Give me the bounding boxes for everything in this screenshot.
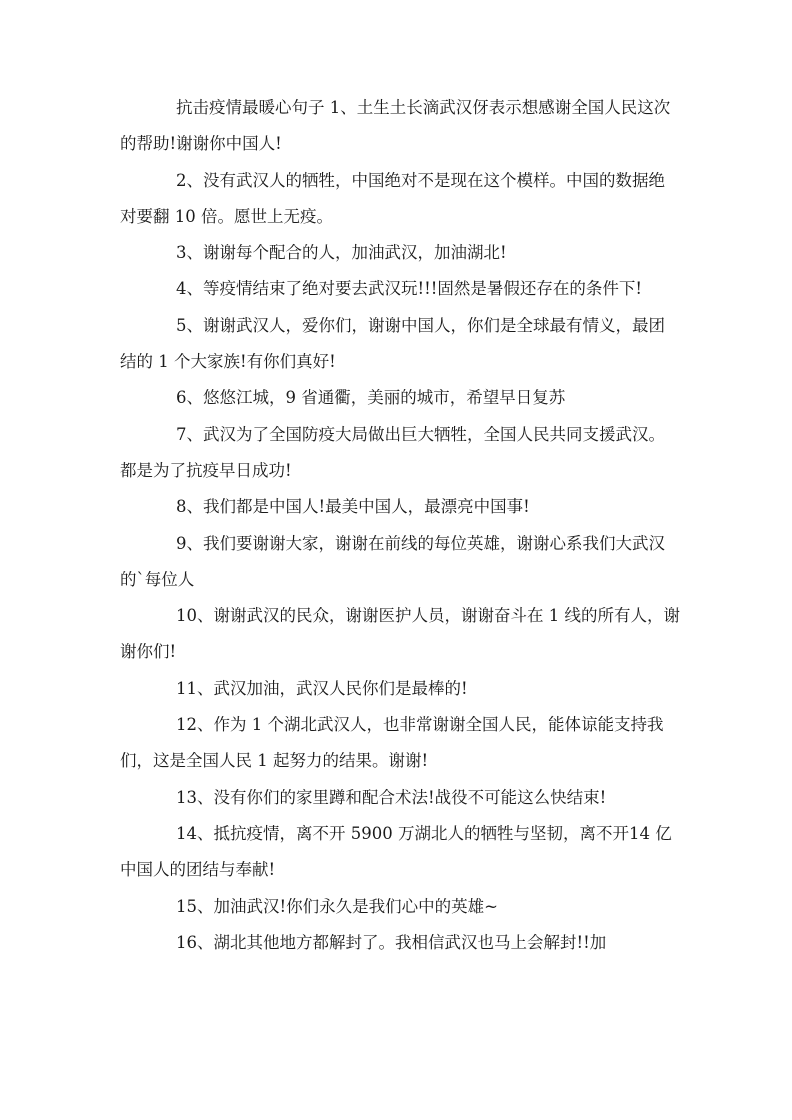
paragraph: 16、湖北其他地方都解封了。我相信武汉也马上会解封!!加 bbox=[176, 932, 607, 952]
paragraph: 7、武汉为了全国防疫大局做出巨大牺牲，全国人民共同支援武汉。都是为了抗疫早日成功! bbox=[120, 424, 665, 480]
paragraph: 抗击疫情最暖心句子 1、土生土长滴武汉伢表示想感谢全国人民这次的帮助!谢谢你中国人! bbox=[120, 98, 671, 154]
paragraph: 11、武汉加油，武汉人民你们是最棒的! bbox=[176, 678, 468, 698]
paragraph: 9、我们要谢谢大家，谢谢在前线的每位英雄，谢谢心系我们大武汉的`每位人 bbox=[120, 533, 665, 589]
paragraph: 8、我们都是中国人!最美中国人，最漂亮中国事! bbox=[176, 497, 530, 517]
document-body bbox=[120, 90, 680, 961]
paragraph: 12、作为 1 个湖北武汉人，也非常谢谢全国人民，能体谅能支持我们，这是全国人民 1 起努力的结果。谢谢! bbox=[120, 715, 664, 771]
paragraph: 4、等疫情结束了绝对要去武汉玩!!!固然是暑假还存在的条件下! bbox=[176, 279, 643, 299]
paragraph: 5、谢谢武汉人，爱你们，谢谢中国人，你们是全球最有情义，最团结的 1 个大家族!有你们真好! bbox=[120, 315, 665, 372]
paragraph: 14、抵抗疫情，离不开 5900 万湖北人的牺牲与坚韧，离不开14 亿中国人的团结与奉献! bbox=[120, 823, 672, 880]
paragraph: 3、谢谢每个配合的人，加油武汉，加油湖北! bbox=[176, 243, 507, 263]
paragraph: 15、加油武汉!你们永久是我们心中的英雄~ bbox=[176, 896, 498, 916]
paragraph: 13、没有你们的家里蹲和配合术法!战役不可能这么快结束! bbox=[176, 787, 607, 807]
paragraph: 10、谢谢武汉的民众，谢谢医护人员，谢谢奋斗在 1 线的所有人，谢谢你们! bbox=[120, 606, 680, 662]
paragraph: 2、没有武汉人的牺牲，中国绝对不是现在这个模样。中国的数据绝对要翻 10 倍。愿世上无疫。 bbox=[120, 170, 665, 226]
paragraph: 6、悠悠江城，9 省通衢，美丽的城市，希望早日复苏 bbox=[176, 388, 566, 408]
